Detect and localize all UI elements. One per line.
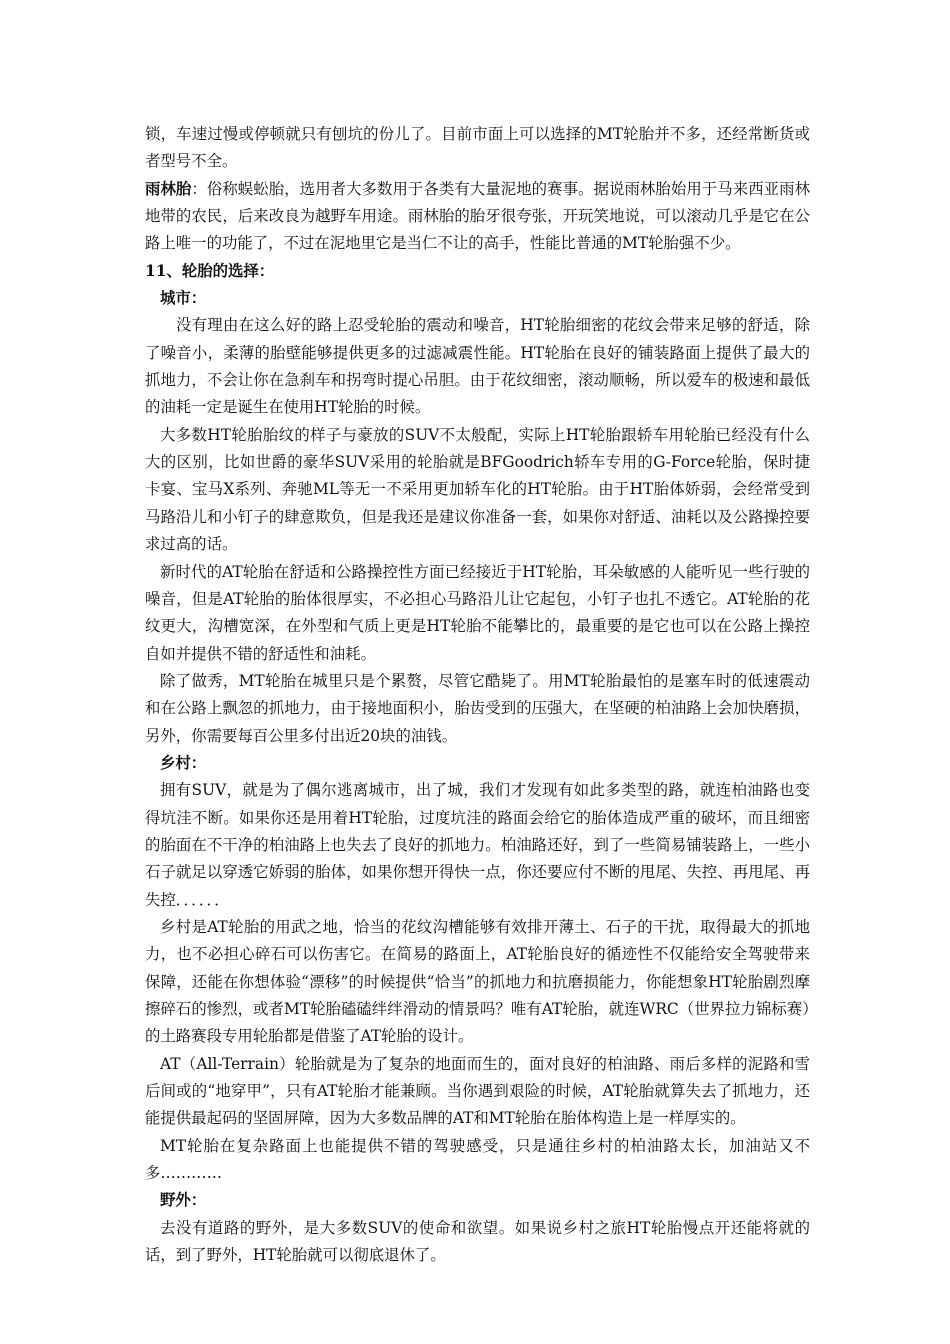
term-rainforest-tire: 雨林胎 [145,179,192,198]
paragraph-village-2: 乡村是AT轮胎的用武之地，恰当的花纹沟槽能够有效排开薄土、石子的干扰，取得最大的抓地力，也不必担心碎石可以伤害它。在简易的路面上，AT轮胎良好的循迹性不仅能给安全驾驶带来保障，还能在你想体验“漂移”的时候提供“恰当”的抓地力和抗磨损能力，你能想象HT轮胎剧烈摩擦碎石的惨烈，或者MT轮胎磕磕绊绊滑动的情景吗？唯有AT轮胎，就连WRC（世界拉力锦标赛）的土路赛段专用轮胎都是借鉴了AT轮胎的设计。 [145,917,810,1046]
subheading-city: 城市： [160,289,207,308]
subheading-wild: 野外： [160,1191,207,1210]
paragraph-village-4: MT轮胎在复杂路面上也能提供不错的驾驶感受，只是通往乡村的柏油路太长，加油站又不多………… [145,1136,810,1183]
paragraph-village-3: AT（All-Terrain）轮胎就是为了复杂的地面而生的，面对良好的柏油路、雨后多样的泥路和雪后间或的“地穿甲”，只有AT轮胎才能兼顾。当你遇到艰险的时候，AT轮胎就算失去了抓地力，还能提供最起码的坚固屏障，因为大多数品牌的AT和MT轮胎在胎体构造上是一样厚实的。 [145,1054,810,1128]
paragraph-village-1: 拥有SUV，就是为了偶尔逃离城市，出了城，我们才发现有如此多类型的路，就连柏油路也变得坑洼不断。如果你还是用着HT轮胎，过度坑洼的路面会给它的胎体造成严重的破坏，而且细密的胎面在不干净的柏油路上也失去了良好的抓地力。柏油路还好，到了一些简易铺装路上，一些小石子就足以穿透它娇弱的胎体，如果你想开得快一点，你还要应付不断的甩尾、失控、再甩尾、再失控．．．．．． [145,781,810,909]
subheading-village: 乡村： [160,753,207,772]
paragraph-rainforest-tire [145,176,810,258]
section-heading-tire-selection: 11、轮胎的选择： [145,261,275,280]
paragraph-city-3: 新时代的AT轮胎在舒适和公路操控性方面已经接近于HT轮胎，耳朵敏感的人能听见一些行驶的噪音，但是AT轮胎的胎体很厚实，不必担心马路沿儿让它起包，小钉子也扎不透它。AT轮胎的花纹更大，沟槽宽深，在外型和气质上更是HT轮胎不能攀比的，最重要的是它也可以在公路上操控自如并提供不错的舒适性和油耗。 [145,562,810,663]
paragraph-wild-1: 去没有道路的野外，是大多数SUV的使命和欲望。如果说乡村之旅HT轮胎慢点开还能将就的话，到了野外，HT轮胎就可以彻底退休了。 [145,1218,810,1265]
paragraph-city-1: 没有理由在这么好的路上忍受轮胎的震动和噪音，HT轮胎细密的花纹会带来足够的舒适，除了噪音小，柔薄的胎壁能够提供更多的过滤减震性能。HT轮胎在良好的铺装路面上提供了最大的抓地力，不会让你在急刹车和拐弯时提心吊胆。由于花纹细密，滚动顺畅，所以爱车的极速和最低的油耗一定是诞生在使用HT轮胎的时候。 [145,316,810,417]
rainforest-tire-description: ：俗称蜈蚣胎，选用者大多数用于各类有大量泥地的赛事。据说雨林胎始用于马来西亚雨林地带的农民，后来改良为越野车用途。雨林胎的胎牙很夸张，开玩笑地说，可以滚动几乎是它在公路上唯一的功能了，不过在泥地里它是当仁不让的高手，性能比普通的MT轮胎强不少。 [145,179,810,253]
paragraph-mt-continuation: 锁，车速过慢或停顿就只有刨坑的份儿了。目前市面上可以选择的MT轮胎并不多，还经常断货或者型号不全。 [145,125,810,171]
document-page [145,121,810,1269]
paragraph-city-2: 大多数HT轮胎胎纹的样子与豪放的SUV不太般配，实际上HT轮胎跟轿车用轮胎已经没有什么大的区别，比如世爵的豪华SUV采用的轮胎就是BFGoodrich轿车专用的G-Force轮胎，保时捷卡宴、宝马X系列、奔驰ML等无一不采用更加轿车化的HT轮胎。由于HT胎体娇弱，会经常受到马路沿儿和小钉子的肆意欺负，但是我还是建议你准备一套，如果你对舒适、油耗以及公路操控要求过高的话。 [145,425,810,554]
paragraph-city-4: 除了做秀，MT轮胎在城里只是个累赘，尽管它酷毙了。用MT轮胎最怕的是塞车时的低速震动和在公路上飘忽的抓地力，由于接地面积小，胎齿受到的压强大，在坚硬的柏油路上会加快磨损，另外，你需要每百公里多付出近20块的油钱。 [145,671,810,745]
